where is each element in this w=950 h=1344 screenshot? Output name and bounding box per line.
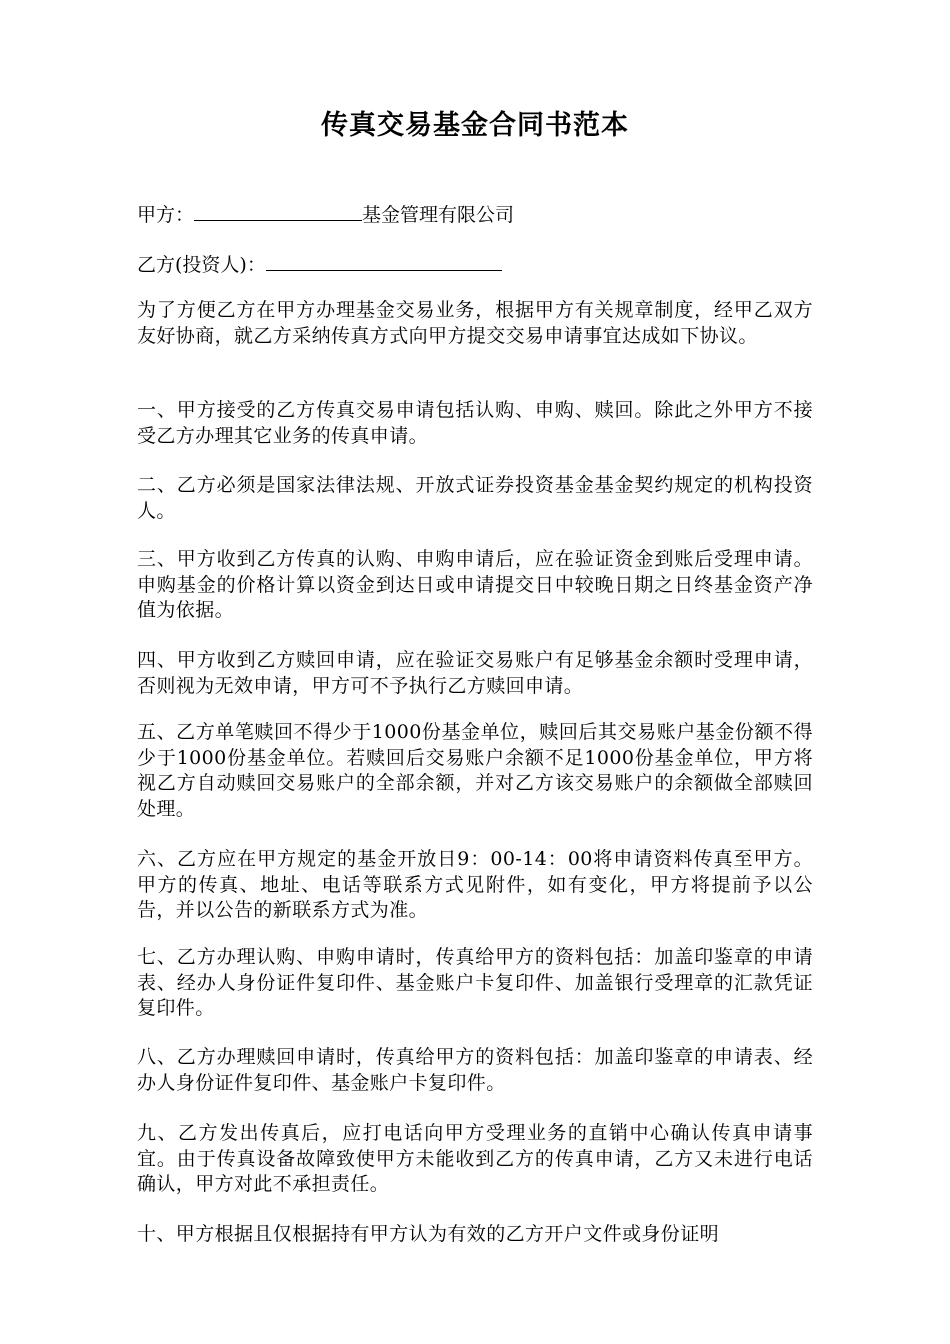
clause-6: 六、乙方应在甲方规定的基金开放日9：00-14：00将申请资料传真至甲方。甲方的传真、地址、电话等联系方式见附件，如有变化，甲方将提前予以公告，并以公告的新联系方式为准。 [137,848,813,921]
party-a-label: 甲方： [137,204,195,226]
clause-9: 九、乙方发出传真后，应打电话向甲方受理业务的直销中心确认传真申请事宜。由于传真设备故障致使甲方未能收到乙方的传真申请，乙方又未进行电话确认，甲方对此不承担责任。 [137,1122,813,1195]
party-b-line [137,250,502,278]
clause-3: 三、甲方收到乙方传真的认购、申购申请后，应在验证资金到账后受理申请。申购基金的价格计算以资金到达日或申请提交日中较晚日期之日终基金资产净值为依据。 [137,548,813,621]
party-b-label: 乙方(投资人)： [137,254,266,276]
clause-8: 八、乙方办理赎回申请时，传真给甲方的资料包括：加盖印鉴章的申请表、经办人身份证件复印件、基金账户卡复印件。 [137,1046,813,1094]
party-a-line [137,200,514,228]
clause-10: 十、甲方根据且仅根据持有甲方认为有效的乙方开户文件或身份证明 [137,1223,720,1245]
party-b-blank [266,250,502,271]
clause-5: 五、乙方单笔赎回不得少于1000份基金单位，赎回后其交易账户基金份额不得少于1000份基金单位。若赎回后交易账户余额不足1000份基金单位，甲方将视乙方自动赎回交易账户的全部余额，并对乙方该交易账户的余额做全部赎回处理。 [137,721,813,820]
clause-4: 四、甲方收到乙方赎回申请，应在验证交易账户有足够基金余额时受理申请，否则视为无效申请，甲方可不予执行乙方赎回申请。 [137,649,813,697]
clause-7: 七、乙方办理认购、申购申请时，传真给甲方的资料包括：加盖印鉴章的申请表、经办人身份证件复印件、基金账户卡复印件、加盖银行受理章的汇款凭证复印件。 [137,946,813,1019]
document-title: 传真交易基金合同书范本 [321,110,629,141]
party-a-suffix: 基金管理有限公司 [362,204,515,226]
clause-1: 一、甲方接受的乙方传真交易申请包括认购、申购、赎回。除此之外甲方不接受乙方办理其它业务的传真申请。 [137,399,813,447]
party-a-blank [194,200,362,221]
intro-paragraph: 为了方便乙方在甲方办理基金交易业务，根据甲方有关规章制度，经甲乙双方友好协商，就乙方采纳传真方式向甲方提交交易申请事宜达成如下协议。 [137,299,813,347]
clause-2: 二、乙方必须是国家法律法规、开放式证券投资基金基金契约规定的机构投资人。 [137,474,813,522]
